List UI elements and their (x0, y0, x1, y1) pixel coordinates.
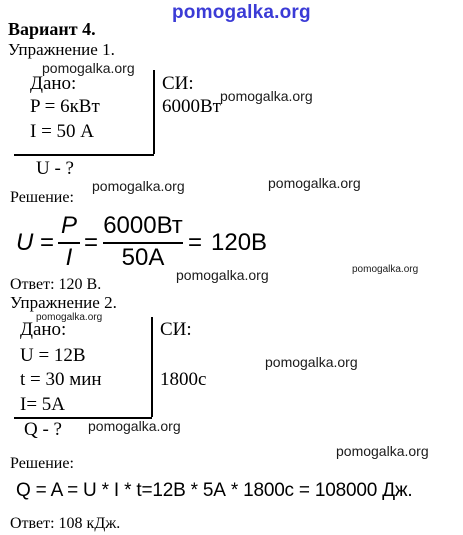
solution-label: Решение: (10, 189, 74, 206)
answer-2: Ответ: 108 кДж. (10, 515, 121, 532)
find-separator (14, 154, 154, 156)
watermark: pomogalka.org (336, 443, 429, 459)
find-unknown: Q - ? (24, 419, 62, 440)
formula-equals: = (40, 229, 55, 256)
si-label: СИ: (160, 319, 192, 340)
si-label: СИ: (162, 73, 194, 94)
formula-denominator: I (65, 244, 73, 271)
si-value: 6000Вт (162, 96, 221, 117)
given-label: Дано: (20, 319, 67, 340)
find-unknown: U - ? (36, 158, 74, 179)
formula-equals: = (188, 229, 203, 256)
given-si-divider (151, 317, 153, 417)
solution-label: Решение: (10, 455, 74, 472)
watermark: pomogalka.org (92, 178, 185, 194)
given-label: Дано: (30, 73, 77, 94)
watermark: pomogalka.org (352, 264, 419, 275)
exercise1-heading: Упражнение 1. (8, 40, 115, 59)
given-si-divider (153, 70, 155, 154)
si-value: 1800с (160, 369, 207, 390)
exercise2-heading: Упражнение 2. (10, 293, 117, 312)
watermark: pomogalka.org (220, 88, 313, 104)
formula-numerator: P (60, 212, 77, 239)
given-voltage: U = 12В (20, 345, 86, 366)
formula-equals: = (84, 229, 99, 256)
given-power: P = 6кВт (30, 96, 100, 117)
watermark: pomogalka.org (88, 418, 181, 434)
watermark: pomogalka.org (176, 267, 269, 283)
watermark: pomogalka.org (36, 312, 103, 323)
formula-numerator: 6000Вт (103, 212, 183, 239)
watermark: pomogalka.org (42, 60, 135, 76)
formula-result: 120В (211, 229, 268, 256)
watermark-top: pomogalka.org (172, 2, 311, 23)
given-current: I = 50 А (30, 121, 95, 142)
formula-denominator: 50А (121, 244, 165, 271)
formula-2: Q = A = U * I * t=12В * 5А * 1800с = 108000 Дж. (16, 480, 413, 501)
variant-title: Вариант 4. (8, 19, 96, 39)
answer-1: Ответ: 120 В. (10, 276, 102, 293)
formula-lhs: U (16, 229, 34, 256)
given-current: I= 5А (20, 394, 66, 415)
watermark: pomogalka.org (268, 175, 361, 191)
given-time: t = 30 мин (20, 369, 102, 390)
watermark: pomogalka.org (265, 354, 358, 370)
